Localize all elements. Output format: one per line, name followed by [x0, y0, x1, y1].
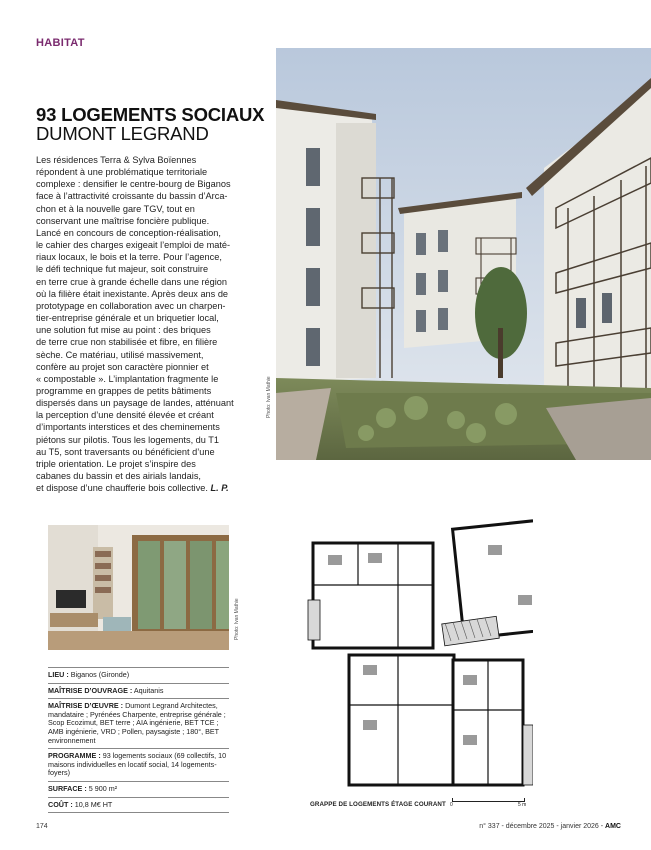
interior-photo-credit: Photo: Ivan Mathie: [234, 598, 240, 640]
body-line: une solution fut mise au point : des briques: [36, 325, 211, 336]
body-line: répondent à une problématique territoriale: [36, 167, 208, 178]
interior-illustration: [48, 525, 229, 650]
info-row-maitrise-ouvrage: [48, 683, 229, 699]
info-row-programme: [48, 748, 229, 781]
info-key: COÛT :: [48, 799, 73, 809]
floor-plan: [303, 505, 533, 795]
info-key: MAÎTRISE D’OUVRAGE :: [48, 685, 133, 695]
body-line: cabanes du bassin et des airials landais,: [36, 471, 201, 482]
body-line-text: et dispose d’une chaufferie bois collective.: [36, 483, 208, 494]
building-illustration: [276, 48, 651, 460]
info-row-cout: [48, 797, 229, 814]
info-row-lieu: [48, 667, 229, 683]
info-key: SURFACE :: [48, 783, 87, 793]
page-number: 174: [36, 823, 48, 830]
body-line: le cahier des charges exigeait l’emploi de maté-: [36, 240, 231, 251]
body-line: de terre crue non stabilisée et fibre, en filière: [36, 337, 218, 348]
info-row-maitrise-oeuvre: [48, 698, 229, 748]
info-value: 5 900 m²: [86, 783, 118, 793]
info-value: Aquitanis: [132, 685, 164, 695]
section-label: HABITAT: [36, 37, 85, 49]
body-line: sèche. Ce matériau, utilisé massivement,: [36, 349, 204, 360]
info-value: 93 logements sociaux (69 collectifs, 10 maisons individuelles en locatif social, 14 logements-foyers): [48, 751, 227, 778]
article-body: [36, 154, 266, 494]
body-line: au T5, sont traversants ou bénéficient d’une: [36, 446, 215, 457]
body-line: complexe : densifier le centre-bourg de Biganos: [36, 179, 231, 190]
info-key: PROGRAMME :: [48, 751, 101, 761]
hero-photo: [276, 48, 651, 460]
body-line: [36, 482, 266, 494]
scale-start-label: 0: [450, 802, 453, 808]
body-line: chon et à la nouvelle gare TGV, tout en: [36, 203, 195, 214]
body-line: triple orientation. Le projet s’inspire des: [36, 458, 196, 469]
info-value: 10,8 M€ HT: [72, 799, 113, 809]
scale-line: [452, 801, 524, 802]
project-info: [48, 667, 229, 813]
body-line: prototypage en collaboration avec un charpen-: [36, 300, 226, 311]
body-line: en terre crue à grande échelle dans une région: [36, 276, 228, 287]
body-line: Les résidences Terra & Sylva Boïennes: [36, 155, 197, 165]
info-key: MAÎTRISE D’ŒUVRE :: [48, 701, 124, 711]
body-line: piétons sur pilotis. Tous les logements, du T1: [36, 434, 219, 445]
issue-info: [479, 823, 621, 830]
body-line: conservant une maîtrise foncière publique.: [36, 215, 210, 226]
body-line: programme en grappes de petits bâtiments: [36, 385, 212, 396]
title-line-1: 93 LOGEMENTS SOCIAUX: [36, 104, 265, 125]
title-line-2: DUMONT LEGRAND: [36, 123, 209, 144]
magazine-brand: AMC: [605, 823, 621, 830]
author-initials: L. P.: [210, 483, 229, 494]
body-line: confère au projet son caractère pionnier et: [36, 361, 209, 372]
issue-text: n° 337 - décembre 2025 - janvier 2026 -: [479, 823, 604, 830]
body-line: dispersés dans un paysage de landes, atténuant: [36, 398, 234, 409]
plan-caption: GRAPPE DE LOGEMENTS ÉTAGE COURANT: [310, 801, 446, 808]
body-line: d’importants interstices et des cheminements: [36, 422, 220, 433]
body-line: la perception d’une densité élevée et créant: [36, 410, 214, 421]
interior-photo: [48, 525, 229, 650]
info-key: LIEU :: [48, 670, 69, 679]
body-line: le défi technique fut majeur, soit construire: [36, 264, 209, 275]
body-line: riaux locaux, le bois et la terre. Pour l’agence,: [36, 252, 222, 263]
body-line: « compostable ». L’implantation fragmente le: [36, 373, 219, 384]
body-line: où la filière était inexistante. Après deux ans de: [36, 288, 229, 299]
hero-photo-credit: Photo: Ivan Mathie: [266, 376, 272, 418]
scale-bar: [452, 795, 532, 809]
body-line: face à l’attractivité croissante du bassin d’Arca-: [36, 191, 228, 202]
info-value: Biganos (Gironde): [68, 670, 130, 679]
scale-end-label: 5 m: [518, 802, 527, 808]
info-row-surface: [48, 781, 229, 797]
body-line: tier-entreprise générale et un briquetier local,: [36, 313, 219, 324]
info-value: Dumont Legrand Architectes, mandataire ; Pyrénées Charpente, entreprise générale ; Scop Ecozimut, BET terre ; AIA ingénierie, BET TCE ; AMB ingénierie, VRD ; Pollen, paysagiste ; 180°, BET environnement: [48, 701, 226, 745]
body-line: Lancé en concours de conception-réalisation,: [36, 227, 221, 238]
floor-plan-drawing: [303, 505, 533, 795]
article-title: [36, 105, 276, 143]
